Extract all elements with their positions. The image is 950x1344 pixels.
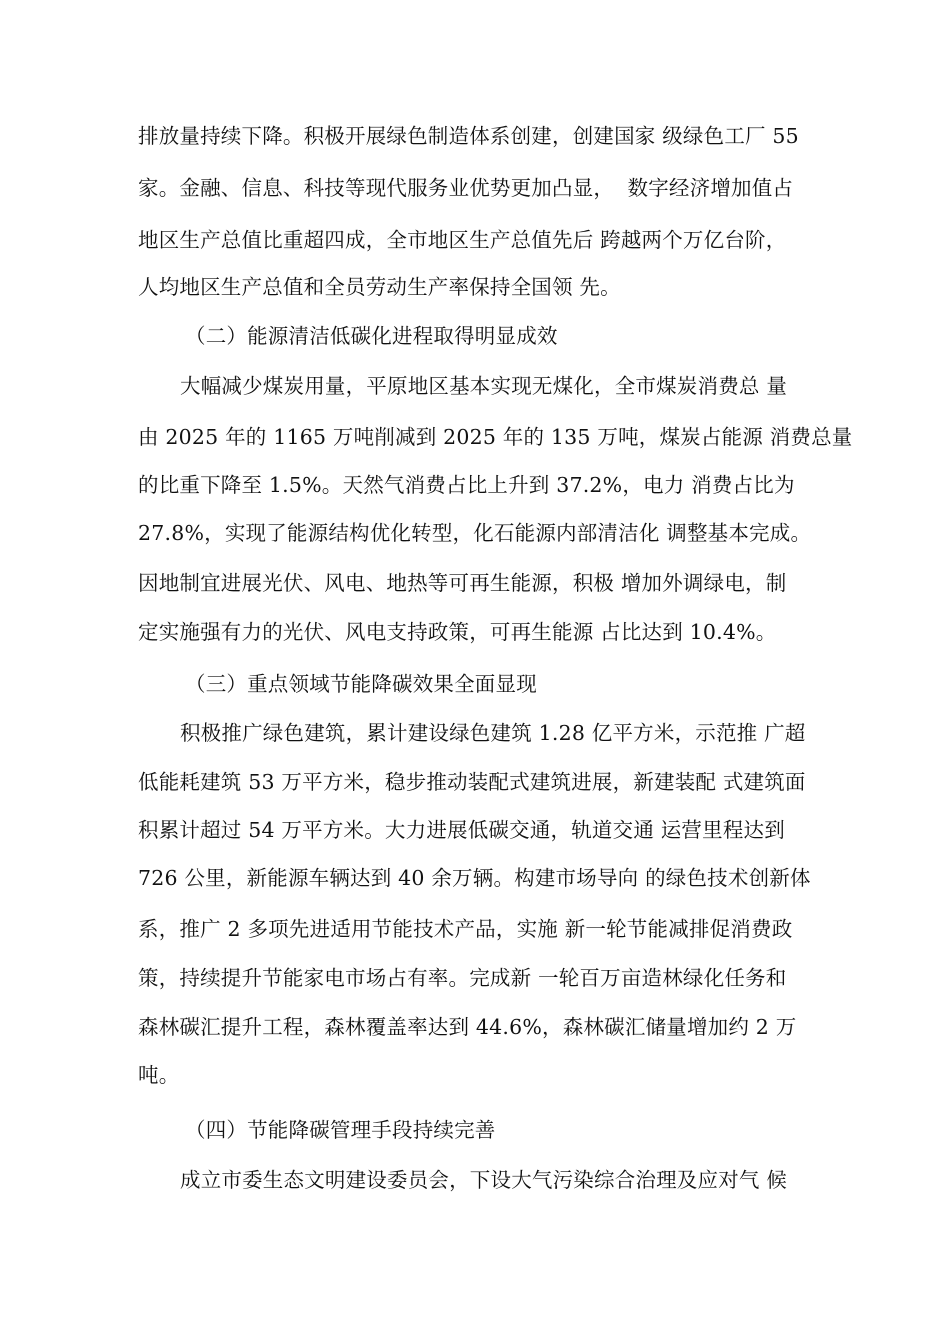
section-heading: （二）能源清洁低碳化进程取得明显成效 (185, 324, 558, 348)
body-text-line: 大幅减少煤炭用量，平原地区基本实现无煤化，全市煤炭消费总 量 (180, 374, 788, 398)
body-text-line: 系，推广 2 多项先进适用节能技术产品，实施 新一轮节能减排促消费政 (138, 917, 793, 941)
body-text-line: 吨。 (138, 1063, 180, 1087)
body-text-line: 因地制宜进展光伏、风电、地热等可再生能源，积极 增加外调绿电，制 (138, 571, 787, 595)
section-heading: （三）重点领域节能降碳效果全面显现 (185, 672, 537, 696)
body-text-line: 排放量持续下降。积极开展绿色制造体系创建，创建国家 级绿色工厂 55 (138, 124, 799, 148)
body-text-line: 地区生产总值比重超四成，全市地区生产总值先后 跨越两个万亿台阶， (138, 228, 787, 252)
body-text-line: 低能耗建筑 53 万平方米，稳步推动装配式建筑进展，新建装配 式建筑面 (138, 770, 806, 794)
body-text-line: 积累计超过 54 万平方米。大力进展低碳交通，轨道交通 运营里程达到 (138, 818, 785, 842)
body-text-line: 27.8%，实现了能源结构优化转型，化石能源内部清洁化 调整基本完成。 (138, 521, 812, 545)
body-text-line: 人均地区生产总值和全员劳动生产率保持全国领 先。 (138, 275, 621, 299)
body-text-line: 成立市委生态文明建设委员会，下设大气污染综合治理及应对气 候 (180, 1168, 788, 1192)
body-text-line: 由 2025 年的 1165 万吨削减到 2025 年的 135 万吨，煤炭占能源 消费总量 (138, 425, 853, 449)
body-text-line: 726 公里，新能源车辆达到 40 余万辆。构建市场导向 的绿色技术创新体 (138, 866, 811, 890)
body-text-line: 定实施强有力的光伏、风电支持政策，可再生能源 占比达到 10.4%。 (138, 620, 777, 644)
section-heading: （四）节能降碳管理手段持续完善 (185, 1118, 496, 1142)
body-text-line: 森林碳汇提升工程，森林覆盖率达到 44.6%，森林碳汇储量增加约 2 万 (138, 1015, 797, 1039)
body-text-line: 策，持续提升节能家电市场占有率。完成新 一轮百万亩造林绿化任务和 (138, 966, 787, 990)
body-text-line: 家。金融、信息、科技等现代服务业优势更加凸显， 数字经济增加值占 (138, 176, 794, 200)
body-text-line: 的比重下降至 1.5%。天然气消费占比上升到 37.2%，电力 消费占比为 (138, 473, 795, 497)
body-text-line: 积极推广绿色建筑，累计建设绿色建筑 1.28 亿平方米，示范推 广超 (180, 721, 806, 745)
